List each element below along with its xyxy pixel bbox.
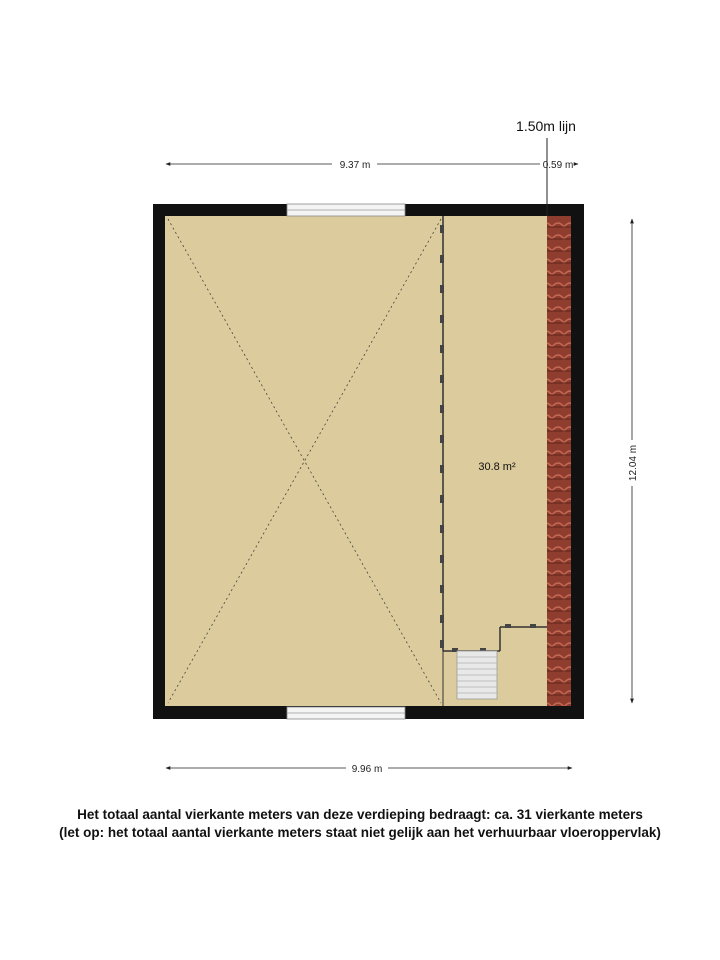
dimension-right-label: 12.04 m bbox=[628, 444, 639, 482]
dimension-top-right-label: 0.59 m bbox=[542, 160, 574, 171]
dimension-top-label: 9.37 m bbox=[339, 160, 371, 171]
window-top bbox=[287, 204, 405, 216]
dimension-bottom bbox=[166, 764, 572, 775]
room-area-label: 30.8 m² bbox=[478, 461, 516, 473]
footer-disclaimer: (let op: het totaal aantal vierkante meters staat niet gelijk aan het verhuurbaar vloeroppervlak) bbox=[59, 825, 661, 840]
window-bottom bbox=[287, 707, 405, 719]
footer-area-note: Het totaal aantal vierkante meters van deze verdieping bedraagt: ca. 31 vierkante meters bbox=[77, 807, 643, 822]
dimension-right bbox=[628, 219, 639, 703]
dimension-top bbox=[166, 158, 578, 171]
roof-tiles bbox=[547, 216, 571, 706]
line-label: 1.50m lijn bbox=[516, 118, 576, 134]
dimension-bottom-label: 9.96 m bbox=[351, 764, 383, 775]
staircase bbox=[457, 651, 497, 699]
